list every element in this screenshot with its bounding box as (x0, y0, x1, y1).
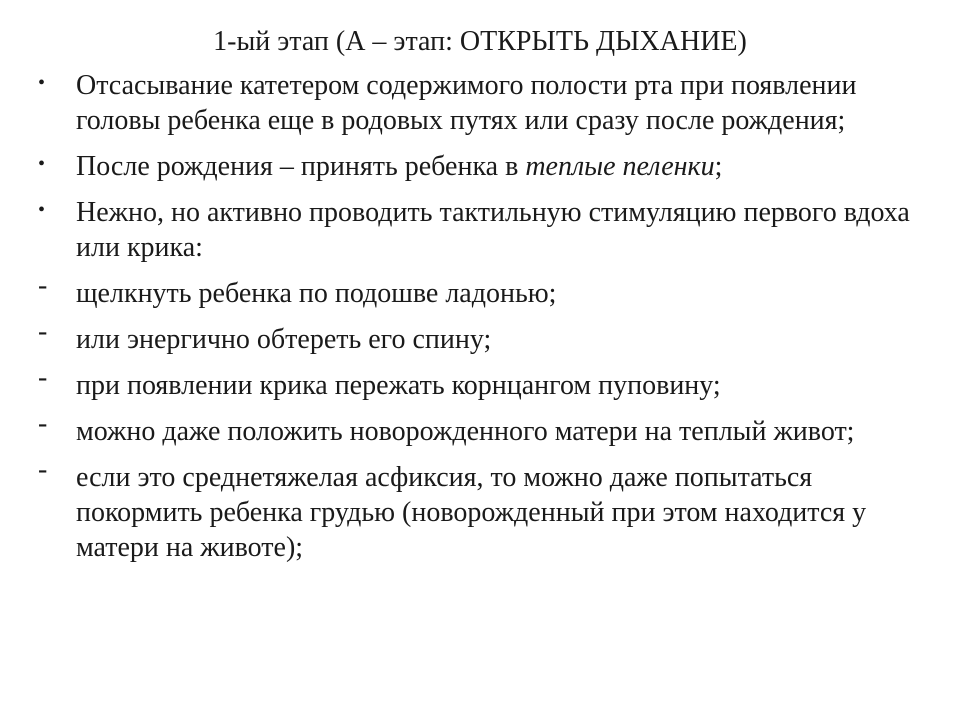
list-item (34, 270, 914, 311)
list-item-text (76, 151, 722, 182)
list-item (34, 362, 914, 403)
list-item-text: можно даже положить новорожденного матери на теплый живот; (76, 416, 855, 447)
list-item (34, 195, 914, 265)
bullet-marker: • (38, 199, 46, 221)
dash-marker: - (38, 408, 48, 439)
list-item-text: если это среднетяжелая асфиксия, то можно даже попытаться покормить ребенка грудью (новорожденный при этом находится у матери на животе); (76, 462, 867, 563)
list-item-text: щелкнуть ребенка по подошве ладонью; (76, 278, 557, 309)
list-item-text-end: ; (714, 151, 723, 182)
dash-marker: - (38, 316, 48, 347)
list-item-text-start: После рождения – принять ребенка в (76, 151, 526, 182)
list-item (34, 408, 914, 449)
dash-marker: - (38, 362, 48, 393)
bullet-list (34, 68, 914, 576)
list-item (34, 149, 914, 184)
dash-marker: - (38, 270, 48, 301)
list-item (34, 454, 914, 565)
bullet-marker: • (38, 153, 46, 175)
list-item-text: или энергично обтереть его спину; (76, 324, 492, 355)
slide-title: 1-ый этап (А – этап: ОТКРЫТЬ ДЫХАНИЕ) (213, 26, 747, 57)
bullet-marker: • (38, 72, 46, 94)
list-item-text: Нежно, но активно проводить тактильную стимуляцию первого вдоха или крика: (76, 197, 910, 263)
list-item-text-italic: теплые пеленки (525, 151, 715, 182)
list-item (34, 68, 914, 138)
dash-marker: - (38, 454, 48, 485)
list-item-text: Отсасывание катетером содержимого полости рта при появлении головы ребенка еще в родовых путях или сразу после рождения; (76, 70, 857, 136)
list-item-text: при появлении крика пережать корнцангом пуповину; (76, 370, 721, 401)
list-item (34, 316, 914, 357)
